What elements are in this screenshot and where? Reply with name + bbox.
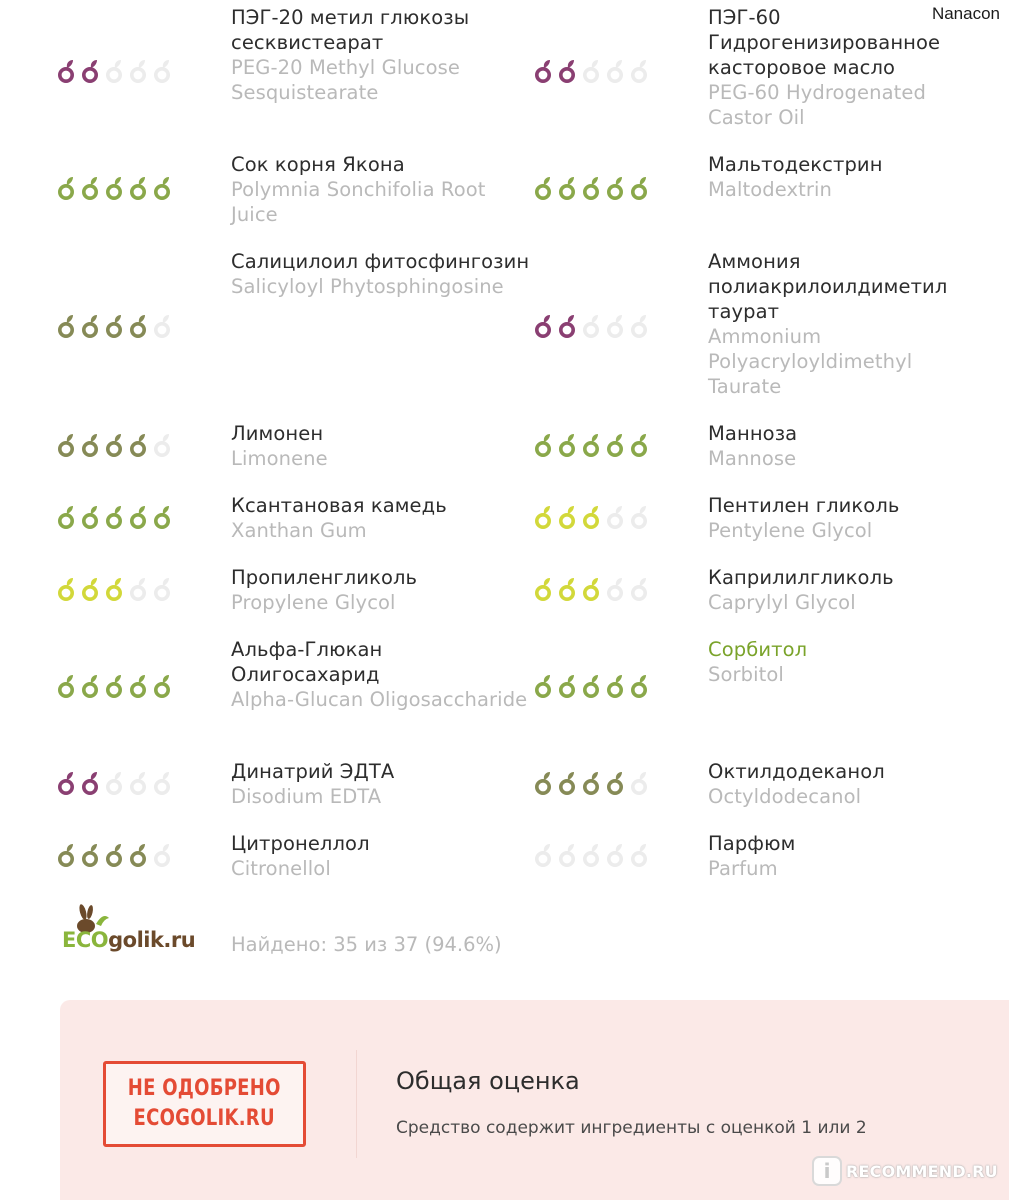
rating-drop-filled-icon: [56, 176, 78, 202]
ingredient-name-en: Salicyloyl Phytosphingosine: [231, 275, 504, 298]
rating-drop-empty-icon: [581, 314, 603, 340]
watermark-nanacon: Nanacon: [928, 4, 1004, 24]
rating-drop-filled-icon: [533, 314, 555, 340]
rating-drops: [533, 771, 651, 797]
ingredient-name-en: Maltodextrin: [708, 178, 832, 201]
rating-drop-filled-icon: [581, 674, 603, 700]
rating-drop-filled-icon: [152, 176, 174, 202]
rating-drop-filled-icon: [104, 176, 126, 202]
summary-title: Общая оценка: [396, 1067, 580, 1095]
rating-drops: [56, 433, 174, 459]
rating-drop-filled-icon: [128, 674, 150, 700]
rating-drops: [56, 771, 174, 797]
rating-drop-empty-icon: [629, 577, 651, 603]
ingredient-name-en: Alpha-Glucan Oligosaccharide: [231, 688, 528, 711]
ingredient-name-ru: Сок корня Якона: [231, 153, 405, 176]
rating-drops: [533, 433, 651, 459]
found-count: Найдено: 35 из 37 (94.6%): [231, 933, 502, 956]
ingredient-name-ru: Октилдодеканол: [708, 760, 885, 783]
rating-drop-filled-icon: [581, 176, 603, 202]
rating-drop-empty-icon: [104, 771, 126, 797]
rating-drop-filled-icon: [557, 176, 579, 202]
rating-drops: [533, 577, 651, 603]
rating-drop-filled-icon: [56, 577, 78, 603]
rating-drop-empty-icon: [629, 505, 651, 531]
rating-drop-filled-icon: [557, 577, 579, 603]
rating-drop-filled-icon: [80, 433, 102, 459]
logo-text: ECOgolik.ru: [62, 928, 196, 952]
rating-drop-filled-icon: [56, 433, 78, 459]
ingredient-name-en: Polymnia Sonchifolia Root Juice: [231, 178, 486, 226]
rating-drop-empty-icon: [557, 843, 579, 869]
ingredient-name-en: Disodium EDTA: [231, 785, 382, 808]
rating-drop-empty-icon: [152, 577, 174, 603]
rating-drop-filled-icon: [581, 577, 603, 603]
rating-drop-filled-icon: [605, 176, 627, 202]
rating-drop-filled-icon: [128, 314, 150, 340]
rating-drop-filled-icon: [80, 577, 102, 603]
rating-drop-filled-icon: [56, 314, 78, 340]
rating-drop-filled-icon: [557, 433, 579, 459]
rating-drop-filled-icon: [629, 176, 651, 202]
rating-drop-filled-icon: [557, 314, 579, 340]
rating-drop-filled-icon: [80, 674, 102, 700]
rating-drop-filled-icon: [581, 505, 603, 531]
rating-drop-filled-icon: [104, 674, 126, 700]
ingredient-name-en: Mannose: [708, 447, 797, 470]
rating-drop-filled-icon: [104, 505, 126, 531]
ingredient-name-ru: Манноза: [708, 422, 798, 445]
rating-drop-empty-icon: [629, 59, 651, 85]
ingredient-name-ru: Каприлилгликоль: [708, 566, 894, 589]
rating-drop-filled-icon: [56, 505, 78, 531]
ingredient-name-en: PEG-60 Hydrogenated Castor Oil: [708, 81, 926, 129]
rating-drop-empty-icon: [629, 771, 651, 797]
rating-drop-empty-icon: [605, 314, 627, 340]
rating-drop-filled-icon: [557, 505, 579, 531]
rating-drop-filled-icon: [533, 505, 555, 531]
rating-drop-empty-icon: [128, 771, 150, 797]
ingredient-name-en: Octyldodecanol: [708, 785, 862, 808]
rating-drops: [533, 59, 651, 85]
rating-drop-filled-icon: [629, 674, 651, 700]
rating-drop-filled-icon: [80, 505, 102, 531]
summary-description: Средство содержит ингредиенты с оценкой 1 или 2: [396, 1118, 867, 1138]
ingredient-name-ru: Цитронеллол: [231, 832, 370, 855]
rating-drop-empty-icon: [605, 577, 627, 603]
ingredient-name-ru: Пентилен гликоль: [708, 494, 900, 517]
ingredient-name-ru: ПЭГ-20 метил глюкозы сесквистеарат: [231, 6, 470, 54]
rating-drop-empty-icon: [581, 59, 603, 85]
rating-drops: [533, 674, 651, 700]
rating-drops: [533, 314, 651, 340]
ingredient-name-en: Pentylene Glycol: [708, 519, 873, 542]
rating-drop-filled-icon: [104, 433, 126, 459]
rating-drops: [56, 843, 174, 869]
rating-drop-empty-icon: [581, 843, 603, 869]
rating-drops: [533, 505, 651, 531]
rating-drop-filled-icon: [629, 433, 651, 459]
ingredient-name-en: Citronellol: [231, 857, 331, 880]
not-approved-stamp: НЕ ОДОБРЕНО ECOGOLIK.RU: [103, 1061, 306, 1147]
rating-drops: [56, 59, 174, 85]
rating-drop-empty-icon: [128, 59, 150, 85]
rating-drop-empty-icon: [152, 771, 174, 797]
ingredient-name-en: Parfum: [708, 857, 778, 880]
ingredient-name-ru: Пропиленгликоль: [231, 566, 418, 589]
rating-drop-filled-icon: [128, 505, 150, 531]
rating-drop-filled-icon: [605, 771, 627, 797]
ingredient-name-ru: Лимонен: [231, 422, 324, 445]
rating-drops: [56, 674, 174, 700]
rating-drop-filled-icon: [128, 176, 150, 202]
ingredient-name-ru: Аммония полиакрилоилдиметил таурат: [708, 250, 948, 323]
ingredient-name-ru: Салицилоил фитосфингозин: [231, 250, 530, 273]
rating-drop-filled-icon: [533, 771, 555, 797]
rating-drop-filled-icon: [152, 674, 174, 700]
rating-drop-filled-icon: [80, 843, 102, 869]
rating-drops: [56, 314, 174, 340]
rating-drop-filled-icon: [56, 59, 78, 85]
rating-drop-filled-icon: [152, 505, 174, 531]
ingredient-name-en: Xanthan Gum: [231, 519, 367, 542]
rating-drop-filled-icon: [104, 314, 126, 340]
rating-drop-filled-icon: [128, 433, 150, 459]
rating-drop-empty-icon: [629, 843, 651, 869]
ingredient-name-en: Ammonium Polyacryloyldimethyl Taurate: [708, 325, 913, 398]
ingredient-name-ru[interactable]: Сорбитол: [708, 638, 808, 661]
watermark-recommend: i RECOMMEND.RU: [812, 1152, 1002, 1190]
ingredient-name-ru: Альфа-Глюкан Олигосахарид: [231, 638, 383, 686]
rating-drop-filled-icon: [104, 843, 126, 869]
rating-drop-filled-icon: [581, 771, 603, 797]
rating-drop-empty-icon: [152, 59, 174, 85]
rating-drop-filled-icon: [56, 771, 78, 797]
rating-drop-filled-icon: [533, 674, 555, 700]
rating-drop-filled-icon: [533, 176, 555, 202]
rating-drop-empty-icon: [152, 843, 174, 869]
rating-drop-filled-icon: [80, 314, 102, 340]
rating-drop-filled-icon: [605, 433, 627, 459]
rating-drop-filled-icon: [533, 433, 555, 459]
rating-drop-filled-icon: [605, 674, 627, 700]
rating-drop-filled-icon: [56, 674, 78, 700]
ingredient-name-en: Caprylyl Glycol: [708, 591, 856, 614]
rating-drop-empty-icon: [605, 843, 627, 869]
rating-drop-filled-icon: [581, 433, 603, 459]
ingredient-name-ru: Динатрий ЭДТА: [231, 760, 395, 783]
rating-drop-empty-icon: [533, 843, 555, 869]
rating-drops: [533, 176, 651, 202]
rating-drop-filled-icon: [80, 771, 102, 797]
rating-drop-filled-icon: [557, 59, 579, 85]
rating-drop-empty-icon: [629, 314, 651, 340]
rating-drop-empty-icon: [128, 577, 150, 603]
rating-drop-filled-icon: [80, 59, 102, 85]
rating-drop-filled-icon: [128, 843, 150, 869]
rating-drop-filled-icon: [104, 577, 126, 603]
ingredient-name-en: Propylene Glycol: [231, 591, 396, 614]
rating-drop-empty-icon: [605, 59, 627, 85]
ecogolik-logo[interactable]: [58, 904, 208, 960]
rating-drops: [56, 505, 174, 531]
rating-drop-empty-icon: [605, 505, 627, 531]
rating-drops: [533, 843, 651, 869]
ingredient-name-en: Sorbitol: [708, 663, 784, 686]
rating-drop-empty-icon: [152, 314, 174, 340]
ingredient-name-en: PEG-20 Methyl Glucose Sesquistearate: [231, 56, 461, 104]
rating-drop-filled-icon: [56, 843, 78, 869]
ingredient-name-ru: Парфюм: [708, 832, 796, 855]
rating-drops: [56, 577, 174, 603]
rating-drop-empty-icon: [152, 433, 174, 459]
rating-drops: [56, 176, 174, 202]
rating-drop-filled-icon: [557, 674, 579, 700]
ingredient-name-ru: Мальтодекстрин: [708, 153, 883, 176]
ingredient-name-en: Limonene: [231, 447, 328, 470]
divider: [356, 1050, 357, 1158]
ingredient-name-ru: Ксантановая камедь: [231, 494, 447, 517]
rating-drop-filled-icon: [533, 577, 555, 603]
rating-drop-filled-icon: [533, 59, 555, 85]
rating-drop-empty-icon: [104, 59, 126, 85]
rating-drop-filled-icon: [80, 176, 102, 202]
recommend-logo-icon: i: [812, 1156, 842, 1186]
rating-drop-filled-icon: [557, 771, 579, 797]
ingredient-name-ru: ПЭГ-60 Гидрогенизированное касторовое масло: [708, 6, 941, 79]
